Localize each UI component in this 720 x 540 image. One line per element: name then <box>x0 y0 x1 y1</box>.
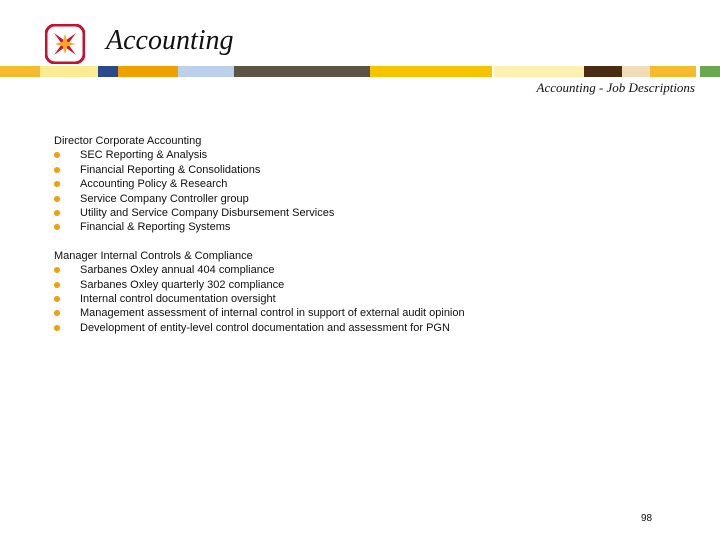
list-item-text: Development of entity-level control documentation and assessment for PGN <box>80 321 450 334</box>
list-item-text: Service Company Controller group <box>80 192 249 205</box>
list-item-text: Financial Reporting & Consolidations <box>80 163 261 176</box>
bullet-icon <box>54 167 60 173</box>
bullet-icon <box>54 210 60 216</box>
list-item <box>54 220 674 234</box>
list-item-text: Management assessment of internal control in support of external audit opinion <box>80 307 465 320</box>
list-item-text: SEC Reporting & Analysis <box>80 149 208 162</box>
company-logo-icon <box>45 24 85 64</box>
stripe-segment <box>494 66 584 77</box>
bullet-list <box>54 263 674 335</box>
list-item <box>54 177 674 191</box>
bullet-icon <box>54 152 60 158</box>
section-heading: Manager Internal Controls & Compliance <box>54 249 253 262</box>
list-item <box>54 306 674 320</box>
list-item-text: Utility and Service Company Disbursement Services <box>80 207 335 220</box>
list-item <box>54 148 674 162</box>
stripe-segment <box>0 66 40 77</box>
list-item <box>54 192 674 206</box>
list-item-text: Internal control documentation oversight <box>80 293 276 306</box>
bullet-icon <box>54 296 60 302</box>
page-title: Accounting <box>106 25 234 56</box>
bullet-icon <box>54 325 60 331</box>
stripe-segment <box>40 66 98 77</box>
bullet-icon <box>54 267 60 273</box>
list-item-text: Sarbanes Oxley annual 404 compliance <box>80 264 275 277</box>
list-item-text: Accounting Policy & Research <box>80 178 228 191</box>
list-item <box>54 206 674 220</box>
bullet-icon <box>54 196 60 202</box>
stripe-segment <box>700 66 720 77</box>
bullet-icon <box>54 310 60 316</box>
page-number: 98 <box>641 513 653 524</box>
bullet-icon <box>54 224 60 230</box>
stripe-segment <box>98 66 118 77</box>
bullet-list <box>54 148 674 234</box>
job-descriptions <box>54 134 674 349</box>
stripe-segment <box>118 66 178 77</box>
color-stripe <box>0 66 720 77</box>
list-item <box>54 321 674 335</box>
list-item <box>54 163 674 177</box>
stripe-segment <box>234 66 370 77</box>
list-item <box>54 292 674 306</box>
stripe-segment <box>622 66 650 77</box>
list-item <box>54 278 674 292</box>
list-item <box>54 263 674 277</box>
page-subtitle: Accounting - Job Descriptions <box>536 80 695 95</box>
stripe-segment <box>650 66 696 77</box>
bullet-icon <box>54 181 60 187</box>
list-item-text: Financial & Reporting Systems <box>80 221 231 234</box>
stripe-segment <box>370 66 492 77</box>
list-item-text: Sarbanes Oxley quarterly 302 compliance <box>80 278 285 291</box>
section-heading: Director Corporate Accounting <box>54 135 202 147</box>
section-director-corporate-accounting <box>54 134 674 235</box>
bullet-icon <box>54 282 60 288</box>
section-manager-internal-controls <box>54 249 674 335</box>
stripe-segment <box>178 66 234 77</box>
stripe-segment <box>584 66 622 77</box>
